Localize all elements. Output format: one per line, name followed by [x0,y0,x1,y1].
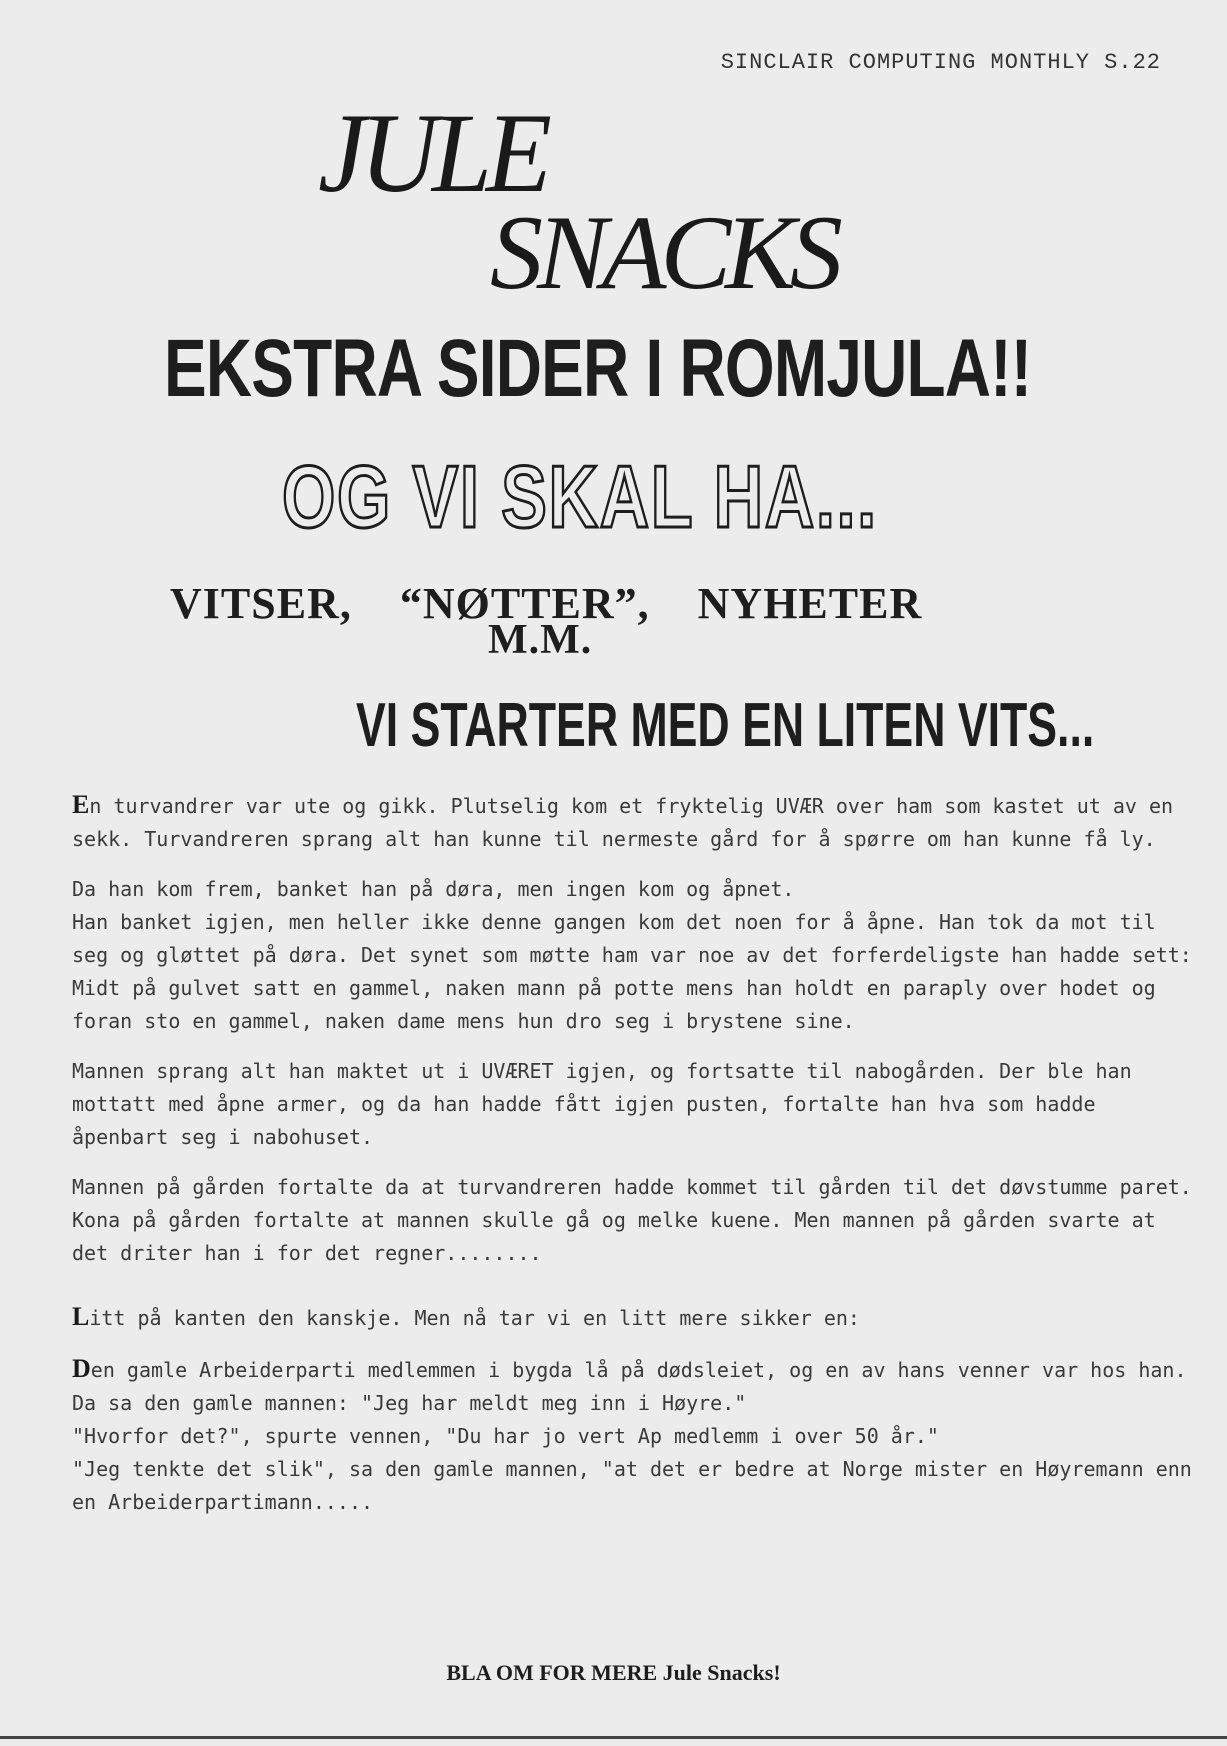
headline-we-will-have: OG VI SKAL HA... [282,447,878,546]
drop-cap: D [72,1354,91,1383]
story-paragraph-4: Mannen sprang alt han maktet ut i UVÆRET igjen, og fortsatte til nabogården. Der ble han mottatt med åpne armer, og da han hadde fått igjen pusten, fortalte han hva som hadde åpenbart seg i nabohuset. [72,1059,1132,1149]
second-joke-paragraph-4: "Jeg tenkte det slik", sa den gamle mannen, "at det er bedre at Norge mister en Høyremann enn en Arbeiderpartimann..... [72,1457,1192,1514]
page-footer: BLA OM FOR MERE Jule Snacks! [446,1660,781,1685]
article-body [72,788,1197,1519]
headline-start: VI STARTER MED EN LITEN VITS... [356,691,1095,760]
second-joke-paragraph-1: Den gamle Arbeiderparti medlemmen i bygda lå på dødsleiet, og en av hans venner var hos han. [72,1354,1187,1383]
bottom-edge-divider [0,1736,1227,1739]
headline-extra-pages: EKSTRA SIDER I ROMJULA!! [164,323,1032,414]
story-paragraph-5: Mannen på gården fortalte da at turvandreren hadde kommet til gården til det døvstumme paret. Kona på gården fortalte at mannen skulle gå og melke kuene. Men mannen på gården svarte at det driter han i for det regner........ [72,1175,1192,1265]
second-joke-intro: Litt på kanten den kanskje. Men nå tar vi en litt mere sikker en: [72,1302,860,1331]
headline-topics: VITSER, “NØTTER”, NYHETER [170,579,923,628]
second-joke-paragraph-2: Da sa den gamle mannen: "Jeg har meldt meg inn i Høyre." [72,1391,747,1415]
story-paragraph-1: En turvandrer var ute og gikk. Plutselig kom et fryktelig UVÆR over ham som kastet ut av en sekk. Turvandreren sprang alt han kunne til nermeste gård for å spørre om han kunne få ly. [72,790,1174,851]
story-paragraph-3: Han banket igjen, men heller ikke denne gangen kom det noen for å åpne. Han tok da mot til seg og gløttet på døra. Det synet som møtte ham var noe av det forferdeligste han hadde sett: Midt på gulvet satt en gammel, naken mann på potte mens han holdt en paraply over hodet og foran sto en gammel, naken dame mens hun dro seg i brystene sine. [72,910,1192,1033]
title-snacks: SNACKS [490,194,837,311]
drop-cap: L [72,1302,90,1331]
drop-cap: E [72,790,90,819]
story-paragraph-2: Da han kom frem, banket han på døra, men ingen kom og åpnet. [72,877,795,901]
page-header: SINCLAIR COMPUTING MONTHLY S.22 [720,50,1161,75]
second-joke-paragraph-3: "Hvorfor det?", spurte vennen, "Du har jo vert Ap medlemm i over 50 år." [72,1424,939,1448]
headline-topics-cont: M.M. [488,617,593,663]
title-jule: JULE [318,91,546,216]
